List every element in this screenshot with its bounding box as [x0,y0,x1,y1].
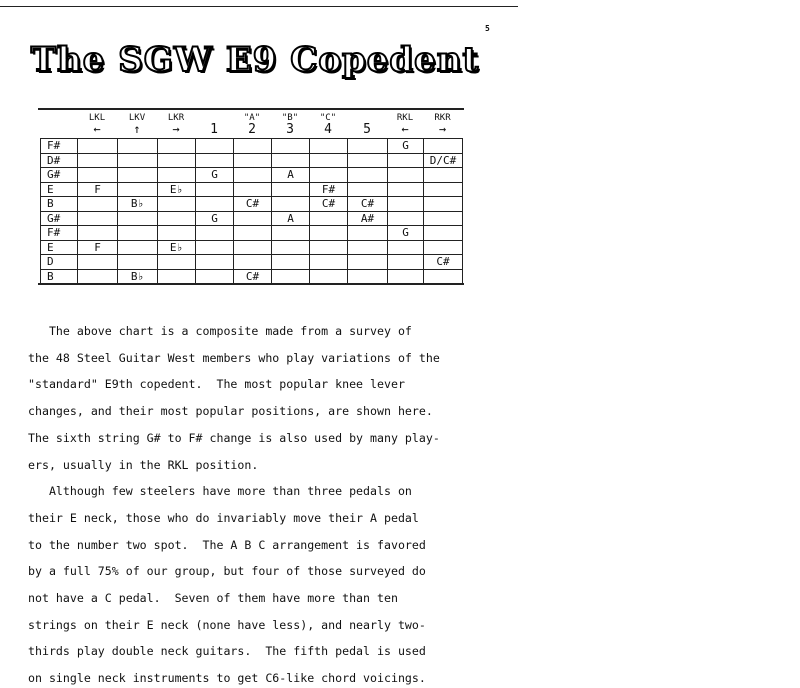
paragraph [28,322,498,474]
text-line: "standard" E9th copedent. The most popular knee lever [28,377,405,392]
change-cell [234,240,272,255]
column-header-label: RKL [396,113,414,123]
string-note: D# [41,153,78,168]
change-cell [234,255,272,270]
change-cell [272,153,310,168]
text-line: thirds play double neck guitars. The fifth pedal is used [28,644,426,659]
change-cell [310,153,348,168]
change-cell [348,226,388,241]
string-row [41,269,463,284]
change-cell: B♭ [118,269,158,284]
change-cell [310,211,348,226]
arrow-icon: ← [401,122,409,136]
pedal-number: 3 [286,122,294,137]
change-cell: G [388,139,424,154]
string-note: G# [41,211,78,226]
chart-top-rule [38,108,464,110]
change-cell [348,153,388,168]
column-headers [40,114,464,138]
change-cell [272,240,310,255]
change-cell [234,153,272,168]
change-cell [388,211,424,226]
change-cell [388,255,424,270]
change-cell [272,269,310,284]
string-row [41,197,463,212]
string-row [41,240,463,255]
paragraph [28,482,498,688]
change-cell [158,153,196,168]
text-line: strings on their E neck (none have less), and nearly two- [28,617,426,632]
change-cell [348,139,388,154]
change-cell [78,226,118,241]
change-cell [272,139,310,154]
column-header [387,114,423,135]
change-cell [348,269,388,284]
change-cell [196,240,234,255]
text-line: The above chart is a composite made from a survey of [28,324,412,338]
string-note: B [41,269,78,284]
string-note: E [41,182,78,197]
change-cell: A [272,168,310,183]
change-cell [234,182,272,197]
text-line: ers, usually in the RKL position. [28,457,259,472]
change-cell [158,255,196,270]
column-header [271,114,309,137]
string-note: F# [41,139,78,154]
change-cell: A# [348,211,388,226]
change-cell [234,226,272,241]
change-cell [118,255,158,270]
change-cell [158,168,196,183]
change-cell: F [78,182,118,197]
column-header-label: "B" [281,113,299,123]
change-cell [348,255,388,270]
column-header-label: "A" [243,113,261,123]
change-cell [118,168,158,183]
change-cell: D/C# [424,153,463,168]
change-cell [388,168,424,183]
column-header-label: LKR [167,113,185,123]
top-rule [0,6,518,7]
change-cell [78,211,118,226]
change-cell [78,168,118,183]
text-line: changes, and their most popular positions, are shown here. [28,404,433,419]
column-header [347,114,387,137]
change-cell [424,168,463,183]
column-header [77,114,117,135]
change-cell [158,269,196,284]
string-note: B [41,197,78,212]
change-cell [78,139,118,154]
string-row [41,168,463,183]
chart-bottom-rule [38,283,464,285]
change-cell [272,226,310,241]
arrow-icon: ↑ [133,122,141,136]
change-cell: A [272,211,310,226]
change-cell: C# [348,197,388,212]
change-cell [388,153,424,168]
change-cell [196,255,234,270]
string-row [41,139,463,154]
column-header-label: LKV [128,113,146,123]
arrow-icon: → [438,122,447,136]
change-cell: G [196,168,234,183]
string-row [41,182,463,197]
change-cell: F# [310,182,348,197]
text-line: to the number two spot. The A B C arrangement is favored [28,537,426,552]
change-cell [196,139,234,154]
string-note: F# [41,226,78,241]
text-line: on single neck instruments to get C6-like chord voicings. [28,671,426,686]
text-line: The sixth string G# to F# change is also used by many play- [28,430,440,445]
change-cell [234,211,272,226]
change-cell [78,269,118,284]
change-cell [424,139,463,154]
change-cell [310,269,348,284]
change-cell [78,255,118,270]
change-cell [310,240,348,255]
page-number: 5 [485,24,490,33]
change-cell [234,139,272,154]
string-row [41,226,463,241]
column-header-label: RKR [434,113,451,123]
change-cell [78,153,118,168]
column-header [117,114,157,135]
change-cell [158,211,196,226]
change-cell [424,211,463,226]
change-cell [158,139,196,154]
change-cell [196,182,234,197]
change-cell [118,182,158,197]
text-line: the 48 Steel Guitar West members who play variations of the [28,350,440,365]
page-title: The SGW E9 Copedent [30,40,480,80]
change-cell [310,255,348,270]
change-cell: E♭ [158,240,196,255]
string-row [41,255,463,270]
change-cell [348,182,388,197]
change-cell: C# [234,269,272,284]
pedal-number: 2 [248,122,256,137]
change-cell [310,226,348,241]
change-cell: F [78,240,118,255]
pedal-number: 5 [363,122,371,137]
change-cell [388,269,424,284]
change-cell [118,240,158,255]
string-note: G# [41,168,78,183]
copedent-chart [40,138,463,284]
text-line: not have a C pedal. Seven of them have more than ten [28,591,398,606]
change-cell: G [388,226,424,241]
string-row [41,211,463,226]
change-cell: E♭ [158,182,196,197]
change-cell: C# [310,197,348,212]
change-cell [424,226,463,241]
change-cell [272,197,310,212]
change-cell [196,153,234,168]
change-cell [234,168,272,183]
arrow-icon: ← [93,122,101,136]
change-cell [424,240,463,255]
change-cell [310,168,348,183]
change-cell [78,197,118,212]
change-cell [196,269,234,284]
change-cell: C# [234,197,272,212]
column-header-label: LKL [88,113,106,123]
column-header-label: "C" [319,113,337,123]
text-line: Although few steelers have more than three pedals on [28,484,412,499]
pedal-number: 1 [210,122,218,137]
change-cell [388,197,424,212]
change-cell [118,226,158,241]
string-row [41,153,463,168]
change-cell [388,182,424,197]
change-cell [158,226,196,241]
change-cell [118,139,158,154]
change-cell: B♭ [118,197,158,212]
change-cell [424,197,463,212]
column-header [195,114,233,137]
column-header [423,114,462,135]
change-cell [310,139,348,154]
string-note: E [41,240,78,255]
change-cell [196,226,234,241]
column-header [157,114,195,135]
change-cell [118,211,158,226]
string-note: D [41,255,78,270]
column-header [233,114,271,137]
body-text [28,322,498,688]
change-cell [272,255,310,270]
change-cell [196,197,234,212]
change-cell [424,182,463,197]
change-cell: C# [424,255,463,270]
change-cell [348,240,388,255]
text-line: their E neck, those who do invariably move their A pedal [28,510,419,525]
change-cell [348,168,388,183]
text-line: by a full 75% of our group, but four of those surveyed do [28,564,426,579]
change-cell [118,153,158,168]
change-cell [272,182,310,197]
pedal-number: 4 [324,122,332,137]
change-cell [388,240,424,255]
column-header [309,114,347,137]
arrow-icon: → [172,122,180,136]
change-cell [424,269,463,284]
change-cell: G [196,211,234,226]
change-cell [158,197,196,212]
